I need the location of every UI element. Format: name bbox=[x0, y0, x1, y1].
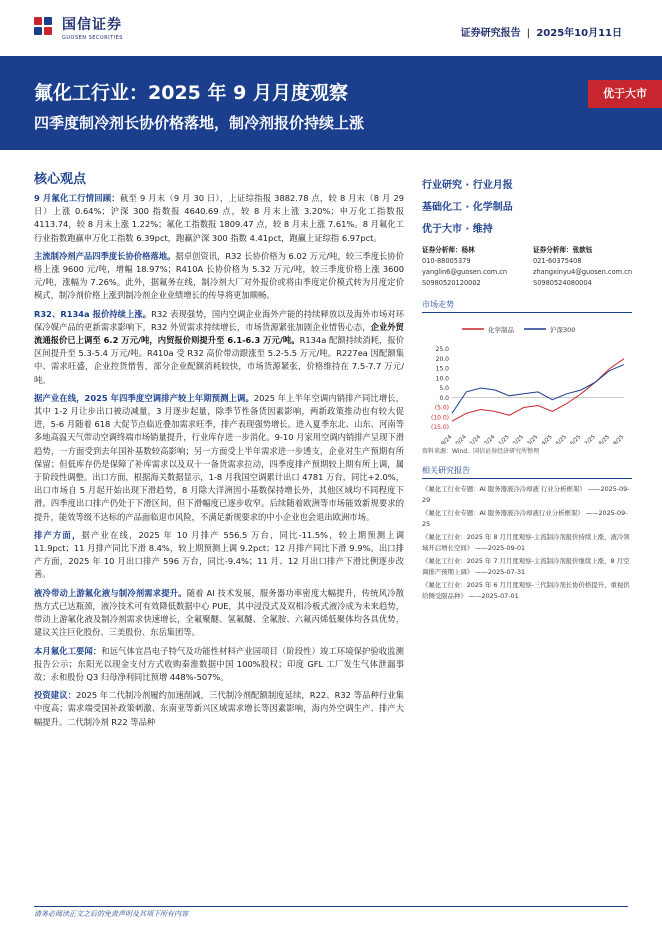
market-trend-chart bbox=[422, 319, 632, 444]
y-tick-label: (15.0) bbox=[430, 424, 449, 431]
y-tick-label: (10.0) bbox=[430, 414, 449, 422]
related-report-item[interactable]: 《氟化工行业专题：AI 服务器液冷冷却液 行业分析框架》 ——2025-09-29 bbox=[422, 485, 630, 504]
paragraph-liquid-cooling: 液冷带动上游氟化液与制冷剂需求提升。随着 AI 技术发展，服务器功率密度大幅提升，传统风冷散热方式已达瓶颈，液冷技术可有效降低数据中心 PUE，其中浸没式及双相冷板式液冷成为未来趋势，带动上游氟化液及制冷剂需求快速增长，全氟聚醚、氢氟醚、全氟胺、六氟丙烯低聚体均各具优势，建议关注巨化股份、三美股份、东岳集团等。 bbox=[34, 587, 404, 638]
report-title: 氟化工行业：2025 年 9 月月度观察 bbox=[34, 82, 348, 104]
main-body bbox=[34, 192, 404, 734]
analyst-2: 证券分析师：张歆钰 021-60375408 zhangxinyu4@guosen.com.cn S0980524080004 bbox=[533, 246, 632, 287]
trend-chart-svg bbox=[422, 319, 632, 444]
y-tick-label: 5.0 bbox=[439, 385, 449, 392]
report-type: 证券研究报告 bbox=[460, 28, 521, 39]
paragraph-long-term-price: 主流制冷剂产品四季度长协价格落地。据卓创资讯，R32 长协价格为 6.02 万元/吨，较三季度长协价格上涨 9600 元/吨，增幅 18.97%；R410A 长协价格为 5.32 万元/吨，较三季度价格上涨 3600 元/吨，涨幅为 7.26%。此外，据氟务在线，制冷剂大厂对外报价或将由季度定价模式转为月度定价模式，制冷剂价格上涨到制冷剂企业业绩增长的传导将更加顺畅。 bbox=[34, 250, 404, 301]
series-line bbox=[452, 359, 624, 421]
related-report-item[interactable]: 《氟化工行业专题：AI 服务器液冷冷却液行业分析框架》 ——2025-09-25 bbox=[422, 509, 628, 528]
x-tick-label: 5/25 bbox=[555, 434, 569, 444]
paragraph-schedule: 排产方面，据产业在线，2025 年 10 月排产 556.5 万台，同比-11.5%，较上期预测上调 11.9pct；11 月排产同比下滑 8.4%，较上期预测上调 9.2pct；12 月排产同比下滑 9.9%。出口排产方面，2025 年 10 月出口排产 596 万台，同比-9.4%；11 月、12 月出口排产下滑比例逐步改善。 bbox=[34, 529, 404, 580]
related-reports-list bbox=[422, 484, 632, 601]
footer-disclaimer: 请务必阅读正文之后的免责声明及其项下所有内容 bbox=[34, 906, 628, 919]
paragraph-investment: 投资建议：2025 年二代制冷剂履约加速削减，三代制冷剂配额制度延续，R22、R32 等品种行业集中度高；需求端受国补政策刺激、东南亚等新兴区域需求增长等因素影响，海内外空调生产、排产大幅提升。二代制冷剂 R22 等品种 bbox=[34, 690, 404, 727]
x-tick-label: 6/25 bbox=[569, 434, 583, 444]
x-tick-label: 12/24 bbox=[480, 434, 497, 444]
x-tick-label: 11/24 bbox=[466, 434, 483, 444]
related-report-item[interactable]: 《氟化工行业：2025 年 7 月月度观察-主流制冷剂报价继续上涨，8 月空调排产预期上调》 ——2025-07-31 bbox=[422, 557, 630, 576]
x-tick-label: 3/25 bbox=[526, 434, 540, 444]
logo-name-cn: 国信证券 bbox=[62, 17, 122, 33]
x-tick-label: 4/25 bbox=[540, 434, 554, 444]
y-tick-label: 15.0 bbox=[435, 365, 449, 373]
report-category: 行业研究 · 行业月报 bbox=[422, 180, 513, 191]
rating-tab: 优于大市 bbox=[588, 80, 662, 108]
y-tick-label: 25.0 bbox=[435, 346, 449, 353]
sidebar bbox=[422, 176, 632, 604]
paragraph-r32-price: R32、R134a 报价持续上涨。R32 表现强势，国内空调企业海外产能的持续释放以及海外市场对环保冷媒产品的更新需求影响下，R32 外贸需求持续增长，市场货源紧张加剧企业惜售心态，企业外贸流通报价已上调至 6.2 万元/吨，内贸报价则提升至 6.1-6.3 万元/吨。R134a 配额持续消耗，报价区间提升至 5.3-5.4 万元/吨。R410a 受 R32 高价带动跟涨至 5.2-5.5 万元/吨。R227ea 因配额集中、需求旺盛，企业控货惜售，部分企业配额消耗较快，市场货源紧张，价格维持在 7.5-7.7 万元/吨。 bbox=[34, 308, 405, 385]
page-header bbox=[0, 0, 662, 50]
report-meta: 证券研究报告 | 2025年10月11日 bbox=[460, 28, 622, 39]
market-trend-label: 市场走势 bbox=[422, 299, 632, 313]
related-report-item[interactable]: 《氟化工行业：2025 年 6 月月度观察-三代制冷剂长协价格提升，重视供给侧受限品种》 ——2025-07-01 bbox=[422, 581, 630, 600]
analyst-1: 证券分析师：杨林 010-88005379 yanglin6@guosen.com.cn S0980520120002 bbox=[422, 246, 508, 287]
chart-source: 资料来源：Wind、国信证券经济研究所整理 bbox=[422, 448, 540, 455]
paragraph-news: 本月氟化工要闻：和远气体宜昌电子特气及功能性材料产业园项目（阶段性）竣工环境保护验收监测报告公示；东阳光以现金支付方式收购秦淮数据中国 100%股权；印度 GFL 工厂发生气体泄漏事故；永和股份 Q3 归母净利同比预增 448%-507%。 bbox=[34, 645, 404, 682]
x-tick-label: 9/24 bbox=[440, 434, 454, 444]
logo-mark-icon bbox=[34, 17, 56, 39]
y-tick-label: 0.0 bbox=[439, 394, 449, 402]
legend-label: 化学制品 bbox=[488, 326, 514, 334]
report-subcategory: 基础化工 · 化学制品 bbox=[422, 202, 513, 213]
paragraph-market-review: 9 月氟化工行情回顾：截至 9 月末（9 月 30 日），上证综指报 3882.78 点，较 8 月末（8 月 29 日）上涨 0.64%；沪深 300 指数报 4640.69 点，较 8 月末上涨 3.20%；申万化工指数报 4113.74，较 8 月末上涨 1.22%；氟化工指数报 1809.47 点，较 8 月末上涨 7.61%。8 月氟化工行业指数跑赢申万化工指数 6.39pct，跑赢沪深 300 指数 4.41pct，跑赢上证综指 6.97pct。 bbox=[34, 193, 404, 243]
report-rating: 优于大市 · 维持 bbox=[422, 224, 493, 235]
y-tick-label: 10.0 bbox=[435, 375, 449, 383]
legend-label: 沪深300 bbox=[550, 326, 576, 334]
analyst-block bbox=[422, 245, 632, 289]
x-tick-label: 2/25 bbox=[512, 434, 526, 444]
guosen-logo bbox=[34, 14, 123, 41]
x-tick-label: 7/25 bbox=[583, 434, 597, 444]
x-tick-label: 10/24 bbox=[452, 434, 468, 444]
report-date: 2025年10月11日 bbox=[536, 28, 622, 39]
x-tick-label: 9/25 bbox=[612, 434, 626, 444]
logo-name-en: GUOSEN SECURITIES bbox=[62, 35, 123, 41]
y-tick-label: (5.0) bbox=[434, 404, 449, 412]
related-reports-label: 相关研究报告 bbox=[422, 465, 632, 479]
report-subtitle: 四季度制冷剂长协价格落地，制冷剂报价持续上涨 bbox=[34, 114, 365, 132]
related-report-item[interactable]: 《氟化工行业：2025 年 8 月月度观察-主流制冷剂报价持续上涨，液冷领域开启增长空间》 ——2025-09-01 bbox=[422, 533, 630, 552]
x-tick-label: 8/25 bbox=[598, 434, 612, 444]
y-tick-label: 20.0 bbox=[435, 355, 449, 363]
section-title: 核心观点 bbox=[34, 172, 87, 187]
x-tick-label: 1/25 bbox=[497, 434, 511, 444]
paragraph-ac-production: 据产业在线，2025 年四季度空调排产较上年期预测上调。2025 年上半年空调内销排产同比增长，其中 1-2 月让步出口被动减量，3 月逐步起量，除季节性备货因素影响，两新政策推动也有较大促进，5-6 月随着 618 大促节点临近叠加需求旺季，排产表现强势增长。进入夏季东北、山东、河南等多地高温天气带动空调终端市场销量提升，行业库存进一步消化。9-10 月家用空调内销排产呈现下滑趋势，一方面受到去年国补基数较高影响；另一方面受上半年需求进一步透支，企业对生产预期有所保留；但低库存仍是保障了补库需求以及双十一备货需求拉动，四季度排产预期较上期有所上调，属于阶段性调整。出口方面，根据海关数据显示，1-8 月我国空调累计出口 4781 万台，同比+2.0%，出口市场自 5 月起开始出现下滑趋势，8 月除大洋洲因小基数保持增长外，其他区域均不同程度下滑。四季度出口排产仍处于下滑区间，但下滑幅度已逐步收窄。后续随着欧洲等市场能效新规要求的提升，能效等级不达标的产品面临退市风险，不满足新规要求的中小企业也会退出欧洲市场。 bbox=[34, 392, 404, 522]
